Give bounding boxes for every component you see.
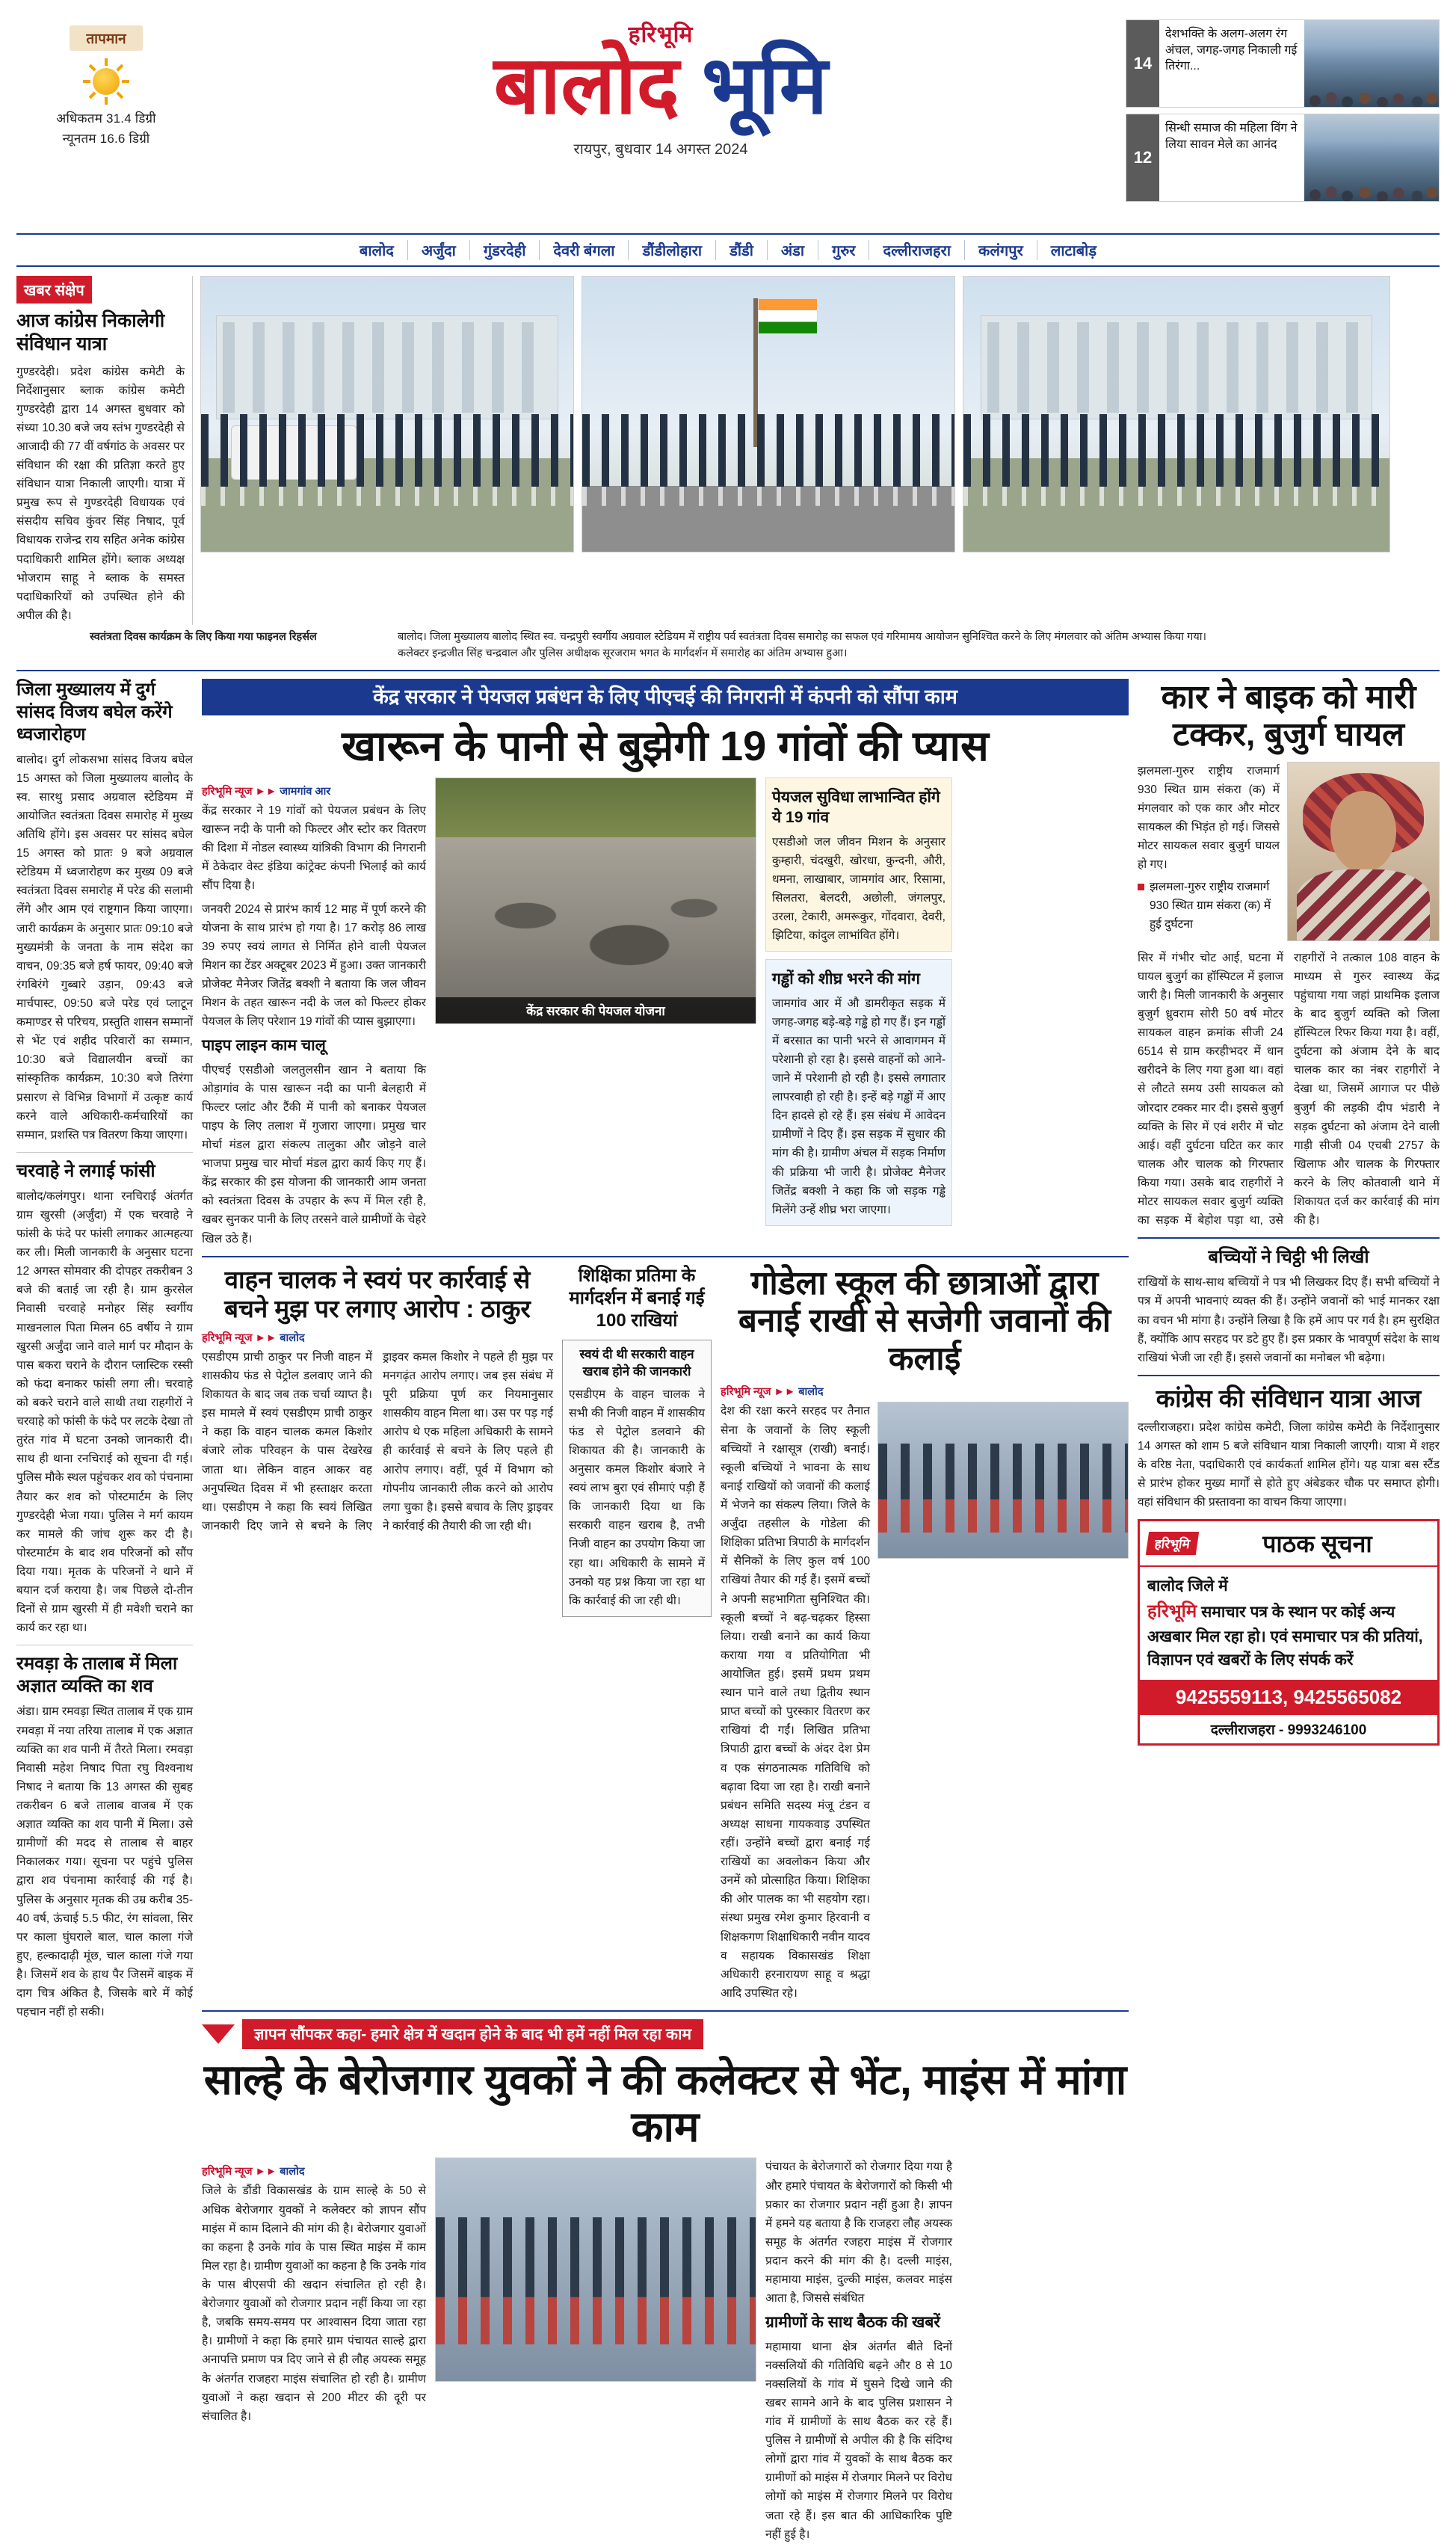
lead-headline: खारून के पानी से बुझेगी 19 गांवों की प्यास bbox=[342, 722, 989, 770]
story-headline: रमवड़ा के तालाब में मिला अज्ञात व्यक्ति का शव bbox=[16, 1654, 178, 1697]
photo-captions bbox=[16, 629, 1440, 662]
photo-parade-flag bbox=[582, 276, 955, 552]
lead-body-1: केंद्र सरकार ने 19 गांवों को पेयजल प्रबंधन के लिए खारून नदी के पानी को फिल्टर और स्टोर कर वितरण की दिशा में नोडल स्वास्थ्य यांत्रिकी विभाग की निगरानी में ठेकेदार वेस्ट इंडिया कांट्रेक्ट कंपनी भिलाई को कार्य सौंप दिया है। bbox=[202, 804, 426, 893]
promo-item[interactable] bbox=[1126, 114, 1440, 202]
story-car-bike-accident bbox=[1138, 679, 1440, 1231]
divider bbox=[16, 670, 1440, 671]
khabar-headline: आज कांग्रेस निकालेगी संविधान यात्रा bbox=[16, 310, 165, 355]
promo-page-number: 14 bbox=[1126, 20, 1159, 107]
main-grid bbox=[16, 679, 1440, 2544]
section-nav bbox=[16, 233, 1440, 267]
khabar-body: गुण्डरदेही। प्रदेश कांग्रेस कमेटी के निर्देशानुसार ब्लाक कांग्रेस कमेटी गुण्डरदेही द्वारा 14 अगस्त बुधवार को संध्या 10.30 बजे जय स्तंभ गुण्डरदेही से आजादी की 77 वीं वर्षगांठ के अवसर पर संविधान की रक्षा की प्रतिज्ञा करते हुए संविधान यात्रा निकाली जाएगी। यात्रा में प्रमुख रूप से गुण्डरदेही विधायक एवं संसदीय सचिव कुंवर सिंह निषाद, पूर्व विधायक राजेन्द्र राय सहित अनेक कांग्रेस पदाधिकारी शामिल होंगे। ब्लाक अध्यक्ष भोजराम साहू ने ब्लाक के समस्त पदाधिकारियों को उपस्थित होने की अपील की है। bbox=[16, 365, 185, 622]
bullet-square-icon bbox=[1138, 884, 1144, 890]
triangle-icon bbox=[202, 2024, 235, 2044]
bottom-side-col bbox=[765, 2158, 952, 2543]
byline: हरिभूमि न्यूज ►► जामगांव आर bbox=[202, 786, 331, 798]
nav-item-dallirajhara[interactable]: दल्लीराजहरा bbox=[869, 240, 965, 260]
photo-injured-elderly bbox=[1287, 762, 1440, 941]
lead-side-col bbox=[765, 777, 952, 1248]
byline: हरिभूमि न्यूज ►► बालोद bbox=[202, 2166, 305, 2178]
story-bullet bbox=[1138, 878, 1280, 934]
promo-page-number: 12 bbox=[1126, 114, 1159, 201]
bottom-headline: साल्हे के बेरोजगार युवकों ने की कलेक्टर से भेंट, माइंस में मांगा काम bbox=[203, 2055, 1127, 2150]
byline-label: हरिभूमि न्यूज bbox=[202, 2166, 253, 2178]
kicker-text: ज्ञापन सौंपकर कहा- हमारे क्षेत्र में खदान होने के बाद भी हमें नहीं मिल रहा काम bbox=[242, 2019, 703, 2049]
title-part-1: बालोद bbox=[493, 40, 679, 130]
story-body: एसडीएम प्राची ठाकुर पर निजी वाहन में शासकीय फंड से पेट्रोल डलवाए जाने की शिकायत के बाद जब तक चर्चा व्याप्त है। इस मामले में स्वयं एसडीएम प्राची ठाकुर ने कहा कि वाहन चालक कमल किशोर बंजारे लोक परिवहन के पास देखरेख जाता था। लेकिन वाहन आकर वह अनुपस्थित दिवस में भी हस्ताक्षर करता था। एसडीएम ने कहा कि स्वयं लिखित जानकारी दिए जाने से बचने के लिए ड्राइवर कमल किशोर ने पहले ही मुझ पर मनगढ़ंत आरोप लगाए। जब इस संबंध में पूरी प्रक्रिया पूर्ण कर नियमानुसार शासकीय वाहन मिला था। उस पर पड़ गई आरोप थे एक महिला अधिकारी के सामने ही कार्रवाई से बचने के लिए पहले ही आरोप लगाए। वहीं, पूर्व में विभाग को गोपनीय जानकारी लीक करने को आरोप लगा चुका है। इससे बचाव के लिए ड्राइवर ने कार्रवाई की तैयारी की जा रही थी। bbox=[202, 1350, 553, 1533]
story-body-intro: झलमला-गुरुर राष्ट्रीय राजमार्ग 930 स्थित ग्राम संकरा (क) में मंगलवार को एक कार और मोटर सायकल की भिड़ंत हो गई। जिससे मोटर सायकल सवार बुजुर्ग घायल हो गए। bbox=[1138, 764, 1280, 872]
bottom-story-block bbox=[202, 2158, 1129, 2543]
temperature-label: तापमान bbox=[70, 25, 142, 51]
bottom-body-2: पंचायत के बेरोजगारों को रोजगार दिया गया है और हमारे पंचायत के बेरोजगारों को किसी भी प्रकार का रोजगार प्रदान नहीं हुआ है। ज्ञापन में हमने यह बताया है कि राजहरा लौह अयस्क समूह के अंतर्गत रजहरा माइंस में रोजगार प्रदान करने की मांग की है। दल्ली माइंस, महामाया माइंस, दुल्की माइंस, कलवर माइंस आता है, जिससे संबंधित bbox=[765, 2160, 952, 2306]
ad-body bbox=[1140, 1567, 1437, 1680]
side-head: पेयजल सुविधा लाभान्वित होंगे ये 19 गांव bbox=[772, 789, 940, 827]
side-head: गड्ढों को शीघ्र भरने की मांग bbox=[772, 970, 920, 988]
left-column bbox=[16, 679, 193, 2544]
side-body: एसडीओ जल जीवन मिशन के अनुसार कुम्हारी, चंदखुरी, खोरधा, कुन्दनी, औरी, धमना, लाखाबार, जामगांव आर, रिसामा, सिलतरा, बेलदरी, अछोली, जंगलपुर, उरला, टेकारी, अमरूकुर, गोंदवारा, देवरी, झिटिया, कांदुल लाभांवित होंगे। bbox=[772, 835, 946, 943]
temperature-max: अधिकतम 31.4 डिग्री bbox=[56, 111, 156, 126]
promo-item[interactable] bbox=[1126, 19, 1440, 108]
nav-item-devri-bangla[interactable]: देवरी बंगला bbox=[540, 240, 629, 260]
story-pond-body bbox=[16, 1653, 193, 2021]
nav-item-balod[interactable]: बालोद bbox=[346, 240, 408, 260]
nav-item-anda[interactable]: अंडा bbox=[768, 240, 818, 260]
advertisement-reader-notice[interactable] bbox=[1138, 1519, 1440, 1746]
center-column bbox=[202, 679, 1129, 2544]
story-mp-vijay-baghel bbox=[16, 679, 193, 1145]
ad-line-1: बालोद जिले में bbox=[1147, 1577, 1228, 1595]
temperature-box bbox=[16, 13, 196, 147]
story-body: अंडा। ग्राम रमवड़ा स्थित तालाब में एक ग्राम रमवड़ा में नया तरिया तालाब में एक अज्ञात व्यक्ति का शव पानी में तैरते मिला। रमवड़ा निवासी महेश निषाद पिता रघु विश्वनाथ निषाद ने बताया कि 13 अगस्त की सुबह तकरीबन 6 बजे तालाब वाजब में एक अज्ञात व्यक्ति का शव पानी में मिला। उसे ग्रामीणों की मदद से तालाब से बाहर निकालकर गया। सूचना पर पहुंचे पुलिस द्वारा शव पंचनामा कार्रवाई की गई है। पुलिस के अनुसार मृतक की उम्र करीब 35-40 वर्ष, ऊंचाई 5.5 फीट, रंग सांवला, सिर पर काला घुंघराले बाल, चाल काला गंजे हुए, हल्कादाढ़ी मूंछ, चाल काला गंजे गया है। जिसमें शव के हाथ पैर जिसमें बाइक में दाग चित्र अंकित है, जिसके बारे में कोई पहचान नहीं हो सकी। bbox=[16, 1705, 193, 2019]
bottom-text-col bbox=[202, 2158, 426, 2543]
lead-banner: केंद्र सरकार ने पेयजल प्रबंधन के लिए पीएचई की निगरानी में कंपनी को सौंपा काम bbox=[202, 679, 1129, 716]
nav-item-daundi[interactable]: डौंडी bbox=[716, 240, 768, 260]
story-headline: वाहन चालक ने स्वयं पर कार्रवाई से बचने मुझ पर लगाए आरोप : ठाकुर bbox=[224, 1265, 531, 1323]
byline-label: हरिभूमि न्यूज bbox=[721, 1386, 771, 1399]
brand-tag: हरिभूमि bbox=[628, 22, 694, 47]
story-headline: जिला मुख्यालय में दुर्ग सांसद विजय बघेल करेंगे ध्वजारोहण bbox=[16, 679, 173, 745]
photo-damaged-road bbox=[435, 777, 756, 1024]
sun-icon bbox=[83, 58, 129, 105]
title-part-2: भूमि bbox=[701, 40, 828, 130]
byline-location: बालोद bbox=[280, 2166, 305, 2178]
top-photo-row bbox=[200, 276, 1440, 625]
story-congress-samvidhan-yatra bbox=[1138, 1384, 1440, 1512]
story-body: दल्लीराजहरा। प्रदेश कांग्रेस कमेटी, जिला कांग्रेस कमेटी के निर्देशानुसार 14 अगस्त को शाम 5 बजे संविधान यात्रा निकाली जाएगी। यात्रा में शहर के वरिष्ठ नेता, पदाधिकारी एवं कार्यकर्ता शामिल होंगे। यह यात्रा बस स्टैंड से प्रारंभ होकर मुख्य मार्गों से होते हुए अंबेडकर चौक पर समाप्त होगी। वहां संविधान की प्रस्तावना का वाचन किया जाएगा। bbox=[1138, 1420, 1440, 1509]
promo-photo bbox=[1304, 114, 1439, 201]
temperature-min: न्यूनतम 16.6 डिग्री bbox=[62, 132, 150, 146]
byline: हरिभूमि न्यूज ►► बालोद bbox=[202, 1331, 305, 1344]
nav-item-latabod[interactable]: लाटाबोड़ bbox=[1050, 243, 1097, 259]
bottom-kicker bbox=[202, 2019, 1129, 2049]
photo-students-assembly bbox=[963, 276, 1390, 552]
story-headline: शिक्षिका प्रतिमा के मार्गदर्शन में बनाई गई 100 राखियां bbox=[569, 1265, 705, 1331]
pullbox-head: स्वयं दी थी सरकारी वाहन खराब होने की जानकारी bbox=[579, 1346, 694, 1379]
nav-item-gundardehi[interactable]: गुंडरदेही bbox=[470, 240, 540, 260]
story-headline: कार ने बाइक को मारी टक्कर, बुजुर्ग घायल bbox=[1161, 678, 1416, 754]
lead-body-3: पीएचई एसडीओ जलतुलसीन खान ने बताया कि ओड़ागांव के पास खारून नदी का पानी बेलहारी में फिल्टर प्लांट और टैंकी में पानी को बनाकर पेयजल पाइप के लिए तलाश में गुजारा जाएगा। प्रमुख चार मोर्चा मंडल द्वारा संकल्प तालुका और जोड़ने वाले भाजपा प्रमुख चार मोर्चा मंडल द्वारा कार्य किए गए हैं। केंद्र सरकार की इस योजना की जानकारी आम जनता को स्वतंत्रता दिवस के उपहार के रूप में मिल रही है, खबर सुनकर पानी के लिए तरसने वाले ग्रामीणों के चेहरे खिल उठे हैं। bbox=[202, 1063, 426, 1245]
nav-item-daundilohara[interactable]: डौंडीलोहारा bbox=[629, 240, 716, 260]
masthead bbox=[16, 13, 1440, 230]
top-strip bbox=[16, 276, 1440, 625]
story-suicide bbox=[16, 1160, 193, 1638]
photo-caption-1: स्वतंत्रता दिवस कार्यक्रम के लिए किया गया फाइनल रिहर्सल bbox=[90, 631, 317, 644]
place-date: रायपुर, बुधवार 14 अगस्त 2024 bbox=[573, 141, 748, 158]
lead-body-2: जनवरी 2024 से प्रारंभ कार्य 12 माह में पूर्ण करने की योजना के साथ प्रारंभ हो गया है। 17 करोड़ 86 लाख 39 रुपए स्वयं लागत से निर्मित होने वाली पेयजल मिशन का टेंडर अक्टूबर 2023 में हुआ। उक्त जानकारी प्रोजेक्ट मैनेजर जितेंद्र बक्शी ने बताया कि जल जीवन मिशन के तहत खारून नदी के जल को फिल्टर होकर पेयजल के लिए परेशान 19 गांवों की प्यास बुझाएगा। bbox=[202, 902, 426, 1029]
masthead-title-wrap bbox=[196, 13, 1126, 158]
byline-label: हरिभूमि न्यूज bbox=[202, 1331, 253, 1344]
divider bbox=[16, 1152, 193, 1153]
story-headline: चरवाहे ने लगाई फांसी bbox=[16, 1160, 155, 1181]
story-godela-school-rakhi bbox=[721, 1265, 1129, 2003]
lead-text-col bbox=[202, 777, 426, 1248]
promo-text: देशभक्ति के अलग-अलग रंग अंचल, जगह-जगह निकाली गई तिरंगा... bbox=[1165, 28, 1298, 73]
bottom-subhead: ग्रामीणों के साथ बैठक की खबरें bbox=[765, 2314, 940, 2332]
story-body-main: सिर में गंभीर चोट आई, घटना में घायल बुजुर्ग का हॉस्पिटल में इलाज जारी है। मिली जानकारी के अनुसार बुजुर्ग ध्रुवराम सोरी 50 वर्ष मोटर सायकल वाहन क्रमांक सीजी 24 6514 से ग्राम करहीभदर में धान खरीदने के लिए गया हुआ था। वहां से लौटते समय उसी सायकल को जोरदार टक्कर मार दी। इससे बुजुर्ग व्यक्ति के सिर में एवं शरीर में चोट आई। वहीं दुर्घटना घटित कर कार चालक और चालक को गिरफ्तार किया गया। उसके बाद राहगीरों ने मोटर सायकल सवार बुजुर्ग व्यक्ति का सड़क में बेहोश पड़ा था, उसे राहगीरों ने तत्काल 108 वाहन के माध्यम से गुरुर स्वास्थ्य केंद्र पहुंचाया गया जहां प्राथमिक इलाज के बाद बुजुर्ग व्यक्ति को जिला हॉस्पिटल रिफर किया गया है। वहीं, दुर्घटना को अंजाम देने के बाद चालक कार का नंबर राहगीरों ने देखा था, जिसमें आगाज पर पीछे बुजुर्ग की लड़की दीप भंडारी ने सड़क दुर्घटना को अंजाम देने वाली गाड़ी सीजी 04 एचबी 2757 के खिलाफ और चालक के गिरफ्तार करने के लिए कोतवाली थाने में शिकायत दर्ज कर कार्रवाई की मांग की है। bbox=[1138, 951, 1440, 1228]
photo-school-girls-rakhi bbox=[877, 1402, 1129, 1559]
photo-rehearsal-vehicle bbox=[200, 276, 574, 552]
photo-unemployed-youth bbox=[435, 2158, 756, 2382]
sidebar-fill-potholes bbox=[765, 959, 952, 1226]
lead-story-block bbox=[202, 777, 1129, 1248]
story-headline: गोडेला स्कूल की छात्राओं द्वारा बनाई राखी से सजेगी जवानों की कलाई bbox=[738, 1264, 1111, 1377]
bottom-photo-col bbox=[435, 2158, 756, 2543]
side-body: जामगांव आर में औ डामरीकृत सड़क में जगह-जगह बड़े-बड़े गड्ढे हो गए हैं। इन गड्ढों में बरसात का पानी भरने से आवागमन में परेशानी हो रहा है। इससे वाहनों को आने-जाने में परेशानी हो रही है। इससे लगातार लापरवाही हो रही है। इन्हें बड़े गड्ढों में आए दिन हादसे हो रहे हैं। इस संबंध में आवेदन ग्रामीणों ने दिए हैं। इस सड़क में सुधार की मांग की है। ग्रामीण अंचल में सड़क निर्माण की प्रक्रिया भी जारी है। प्रोजेक्ट मैनेजर जितेंद्र बक्शी ने कहा कि जो सड़क गड्ढे मिलेंगे उन्हें शीघ्र भरा जाएगा। bbox=[772, 997, 946, 1216]
nav-item-arjunda[interactable]: अर्जुंदा bbox=[408, 240, 470, 260]
row-2 bbox=[202, 1265, 1129, 2003]
story-headline: कांग्रेस की संविधान यात्रा आज bbox=[1156, 1384, 1422, 1412]
divider bbox=[1138, 1237, 1440, 1239]
byline-location: जामगांव आर bbox=[280, 786, 331, 798]
story-teacher-pratima bbox=[562, 1265, 712, 2003]
divider bbox=[202, 1256, 1129, 1257]
photo-caption-2: बालोद। जिला मुख्यालय बालोद स्थित स्व. चन्द्रपुरी स्वर्गीय अग्रवाल स्टेडियम में राष्ट्रीय पर्व स्वतंत्रता दिवस समारोह का सफल एवं गरिमामय आयोजन सुनिश्चित करने के लिए मंगलवार को अंतिम अभ्यास किया गया। कलेक्टर इन्द्रजीत सिंह चन्द्रवाल और पुलिस अधीक्षक सूरजराम भगत के मार्गदर्शन में समारोह का अंतिम अभ्यास हुआ। bbox=[398, 631, 1206, 659]
page-title bbox=[196, 40, 1126, 130]
khabar-header: खबर संक्षेप bbox=[16, 276, 92, 304]
story-body: बालोद। दुर्ग लोकसभा सांसद विजय बघेल 15 अगस्त को जिला मुख्यालय बालोद के स्व. सारथु प्रसाद अग्रवाल स्टेडियम में आयोजित स्वतंत्रता दिवस समारोह में मुख्य अतिथि होंगे। इस अवसर पर सांसद बघेल 15 अगस्त को प्रातः 9 बजे अग्रवाल स्टेडियम में ध्वजारोहण कर मुख्य 09 बजे स्वतंत्रता दिवस समारोह में परेड की सलामी लेंगे और आम एवं राष्ट्रगान किया जाएगा। जारी कार्यक्रम के अनुसार प्रातः 09:10 बजे मुख्यमंत्री के जनता के नाम संदेश का वाचन, 09:35 बजे हर्ष फायर, 09:40 बजे रंगबिरंगे गुब्बारे उड़ान, 09:43 बजे मार्चपास्ट, 09:50 बजे परेड एवं प्लाटून कमाण्डर से परिचय, प्रस्तुति शासन सम्मानों से भेंट एवं शहीद परिवारों का सम्मान, 10:30 बजे विद्यालयीन बच्चों का सांस्कृतिक कार्यक्रम, 10:30 बजे तिरंगा प्रसारण से विभिन्न विभागों में उत्कृष्ट कार्य करने वाले अधिकारी-कर्मचारियों का सम्मान, प्रशस्ति पत्र वितरण किया जाएगा। bbox=[16, 753, 193, 1142]
ad-brand: हरिभूमि bbox=[1147, 1601, 1197, 1621]
ad-footer: दल्लीराजहरा - 9993246100 bbox=[1210, 1722, 1367, 1738]
ad-title: पाठक सूचना bbox=[1262, 1530, 1372, 1558]
sidebar-19-villages bbox=[765, 777, 952, 952]
divider bbox=[202, 2010, 1129, 2012]
ad-logo: हरिभूमि bbox=[1146, 1532, 1199, 1555]
ad-line-2: समाचार पत्र के स्थान पर कोई अन्य अखबार मिल रहा हो। एवं समाचार पत्र की प्रतियां, विज्ञापन एवं खबरों के लिए संपर्क करें bbox=[1147, 1603, 1423, 1669]
promo-photo bbox=[1304, 20, 1439, 107]
right-column bbox=[1138, 679, 1440, 2544]
lead-photo-col bbox=[435, 777, 756, 1248]
ad-phone-numbers[interactable]: 9425559113, 9425565082 bbox=[1140, 1680, 1437, 1715]
byline-location: बालोद bbox=[798, 1386, 824, 1399]
divider bbox=[1138, 1375, 1440, 1376]
bottom-sub-body: महामाया थाना क्षेत्र अंतर्गत बीते दिनों नक्सलियों की गतिविधि बढ़ने और 8 से 10 नक्सलियों के गांव में घुसने दिखे जाने की खबर सामने आने के बाद पुलिस प्रशासन ने गांव में ग्रामीणों के साथ बैठक कर रहे हैं। पुलिस ने ग्रामीणों से अपील की है कि संदिग्ध लोगों द्वारा गांव में युवकों के साथ बैठक कर ग्रामीणों को माइंस में रोजगार मिलने पर विरोध लोगों को माइंस में रोजगार मिलने पर विरोध जता रहे हैं। इस बात की आधिकारिक पुष्टि नहीं हुई है। bbox=[765, 2340, 952, 2541]
story-children-letters bbox=[1138, 1246, 1440, 1367]
story-body: बालोद/कलंगपुर। थाना रनचिराई अंतर्गत ग्राम खुरसी (अर्जुंदा) में एक चरवाहे ने फांसी के फंदे पर फांसी लगाकर आत्महत्या कर ली। मिली जानकारी के अनुसार घटना 12 अगस्त सोमवार की दोपहर तकरीबन 3 बजे की बताई जा रही है। ग्राम कुरसेल निवासी चरवाहे मनोहर सिंह स्वर्गीय माखनलाल पिता मिलन 65 वर्षीय ने ग्राम खुरसी अर्जुंदा जाने वाले मार्ग पर मौदान के पास बकरा चराने के दौरान प्लास्टिक रस्सी को फंदा बनाकर फांसी लगा ली। चरवाहे को बकरे चराने वाले साथी तथा राहगीरों ने चरवाहे को फांसी के फंदे पर लटके देखा तो तुरंत गांव में घटना उनको जानकारी दी। साथ ही थाना रनचिराई को सूचना दी गई। पुलिस मौके स्थल पहुंचकर शव को पंचनामा तैयार कर शव को पोस्टमार्टम के लिए गुण्डरदेही भेजा गया। पुलिस ने मर्ग कायम कर मामले की जांच शुरू कर दी है। पोस्टमार्टम के बाद शव परिजनों को सौंप दिया गया। मृतक के परिजनों ने थाने में बयान दर्ज कराया है। जब पिछले दो-तीन दिनों से ग्राम खुरसी में ही मवेशी चराने का कार्य कर रहा था। bbox=[16, 1189, 193, 1635]
promo-text: सिन्धी समाज की महिला विंग ने लिया सावन मेले का आनंद bbox=[1165, 122, 1298, 151]
promo-list bbox=[1126, 13, 1440, 208]
nav-item-kalangpur[interactable]: कलंगपुर bbox=[965, 240, 1037, 260]
bullet-text: झलमला-गुरुर राष्ट्रीय राजमार्ग 930 स्थित ग्राम संकरा (क) में हुई दुर्घटना bbox=[1150, 881, 1271, 931]
byline: हरिभूमि न्यूज ►► बालोद bbox=[721, 1386, 824, 1399]
pullbox-body: एसडीएम के वाहन चालक ने सभी की निजी वाहन में शासकीय फंड से पेट्रोल डलवाने की शिकायत की है। जानकारी के अनुसार कमल किशोर बंजारे ने स्वयं लाभ बुरा एवं सीमाएं पड़ी हैं कि जानकारी दिया था कि सरकारी वाहन खराब है, तभी निजी वाहन का उपयोग किया जा रहा था। अधिकारी के सामने में उनको यह प्रश्न किया जा रहा था कि कार्रवाई की जा रही थी। bbox=[569, 1388, 705, 1607]
story-driver-thakur bbox=[202, 1265, 553, 2003]
story-body: राखियों के साथ-साथ बच्चियों ने पत्र भी लिखकर दिए हैं। सभी बच्चियों ने पत्र में अपनी भावनाएं व्यक्त की हैं। उन्होंने जवानों को भाई मानकर रक्षा का वचन भी मांगा है। उन्होंने लिखा है कि हमें आप पर गर्व है। हम सुरक्षित हैं, क्योंकि आप सरहद पर डटे हुए हैं। इस प्रकार के भावपूर्ण संदेश के साथ राखियां भेजी जा रही हैं। इससे जवानों का मनोबल भी बढ़ेगा। bbox=[1138, 1276, 1440, 1364]
lead-subhead-pipe: पाइप लाइन काम चालू bbox=[202, 1037, 326, 1055]
bottom-body-1: जिले के डौंडी विकासखंड के ग्राम साल्हे के 50 से अधिक बेरोजगार युवकों ने कलेक्टर को ज्ञापन सौंप माइंस में काम दिलाने की मांग की है। बेरोजगार युवाओं का कहना है उनके गांव के पास स्थित माइंस में काम मिल रहा है। ग्रामीण युवाओं का कहना है कि उनके गांव के पास बीएसपी की खदान संचालित हो रही है। बेरोजगार युवाओं को रोजगार प्रदान नहीं किया जा रहा है, जबकि समय-समय पर आश्वासन दिया जाता रहा है। ग्रामीणों ने कहा कि हमारे ग्राम पंचायत साल्हे द्वारा अनापत्ति प्रमाण पत्र दिए जाने से ही लौह अयस्क समूह के अंतर्गत राजहरा माइंस संचालित हो रही है। ग्रामीण युवाओं ने कहा खदान से 200 मीटर की दूरी पर संचालित है। bbox=[202, 2184, 426, 2423]
byline-location: बालोद bbox=[280, 1331, 305, 1344]
photo-caption: केंद्र सरकार की पेयजल योजना bbox=[436, 997, 756, 1023]
story-body-part-1: देश की रक्षा करने सरहद पर तैनात सेना के जवानों के लिए स्कूली बच्चियों ने रक्षासूत्र (राखी) बनाई। स्कूली बच्चियों ने भावना के साथ बनाई राखियों को जवानों की कलाई में भेजने का संकल्प लिया। जिले के अर्जुंदा तहसील के गोडेला की शिक्षिका प्रतिभा त्रिपाठी के मार्गदर्शन में सैनिकों के लिए कुल वर्ष 100 राखियां तैयार की गई हैं। इसमें बच्चों ने अपनी सहभागिता सुनिश्चित की। स्कूली बच्चों ने बढ़-चढ़कर हिस्सा लिया। राखी बनाने का कार्य किया कराया गया व प्रतियोगिता भी आयोजित हुई। इसमें प्रथम प्रथम स्थान पाने वाले तथा द्वितीय स्थान प्राप्त बच्चों को पुरस्कार वितरण कर राखियां दी गईं। लिखित प्रतिभा त्रिपाठी द्वारा बच्चों के अंदर देश प्रेम व एक संगठनात्मक गतिविधि को बढ़ावा दिया जा रहा है। राखी बनाने प्रबंधन समिति सदस्य मंजू टंडन व अध्यक्ष साधना गायकवाड़ उपस्थित रहीं। उन्होंने बच्चों द्वारा बनाई गई राखियों का अवलोकन किया और उनमें को प्रोत्साहित किया। शिक्षिका की ओर पालक का भी सहयोग रहा। संस्था प्रमुख रमेश कुमार हिरवानी व शिक्षकगण शिक्षाधिकारी नवीन यादव व सहायक विकासखंड शिक्षा अधिकारी हरनारायण साहू व श्रद्धा आदि उपस्थित रहे। bbox=[721, 1405, 870, 2000]
nav-item-gurur[interactable]: गुरुर bbox=[818, 240, 869, 260]
ad-header bbox=[1140, 1521, 1437, 1567]
pullbox-vehicle-info bbox=[562, 1340, 712, 1617]
byline-label: हरिभूमि न्यूज bbox=[202, 786, 253, 798]
khabar-sankshep-column bbox=[16, 276, 193, 625]
story-headline: बच्चियों ने चिट्ठी भी लिखी bbox=[1208, 1247, 1369, 1268]
